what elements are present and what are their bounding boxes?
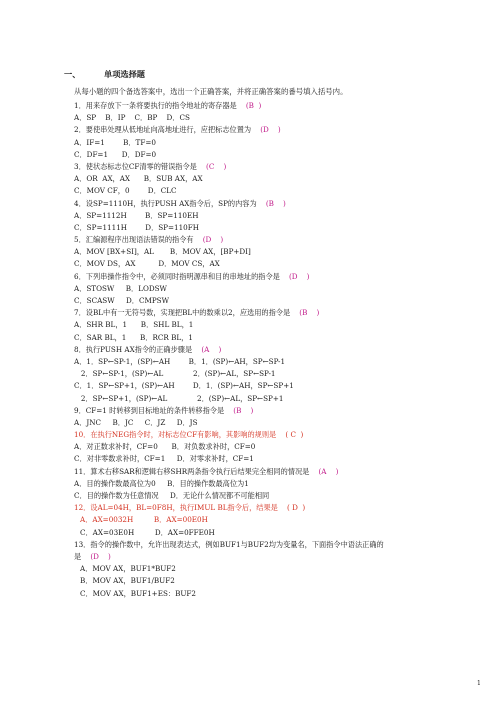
option-line (64, 149, 444, 161)
question-text: 5．汇编源程序出现语法错误的指令有 (74, 235, 194, 245)
option-line (64, 137, 444, 149)
question-line (64, 234, 444, 246)
option-text: A．SP=1112H B．SP=110EH (74, 210, 199, 220)
answer-bracket: ( C ) (285, 430, 304, 440)
answer-bracket: (C ) (206, 161, 227, 171)
option-line (64, 417, 444, 429)
option-line (64, 514, 444, 526)
question-text: 9．CF=1 时转移到目标地址的条件转移指令是 (74, 405, 225, 415)
option-text: A．JNC B．JC C．JZ D．JS (74, 417, 198, 427)
option-line (64, 527, 444, 539)
option-text: C．AX=03E0H D．AX=0FFE0H (80, 527, 215, 537)
page-number: 1 (477, 680, 481, 687)
option-text: A．IF=1 B．TF=0 (74, 137, 156, 147)
option-text: A．STOSW B．LODSW (74, 283, 167, 293)
option-line (64, 441, 444, 453)
question-text: 11．算术右移SAR和逻辑右移SHR两条指令执行后结果完全相同的情况是 (74, 466, 310, 476)
option-text: A．MOV AX，BUF1*BUF2 (80, 564, 176, 574)
question-text: 4．设SP=1110H，执行PUSH AX指令后，SP的内容为 (74, 198, 257, 208)
question-line (64, 344, 444, 356)
option-text: C．对非零数求补时，CF=1 D．对零求补时，CF=1 (74, 454, 254, 464)
question-line (64, 161, 444, 173)
option-text: C．1．SP←SP+1，(SP)←AH D．1．(SP)←AH，SP←SP+1 (74, 381, 294, 391)
option-text: A．目的操作数最高位为0 B．目的操作数最高位为1 (74, 478, 249, 488)
section-number: 一、 (64, 69, 81, 79)
answer-bracket: (A ) (201, 344, 222, 354)
question-line (64, 100, 444, 112)
question-line (64, 502, 444, 514)
instructions-text: 从每小题的四个备选答案中，选出一个正确答案，并将正确答案的番号填入括号内。 (74, 87, 348, 96)
option-text: C．SP=1111H D．SP=110FH (74, 222, 200, 232)
answer-bracket: (B ) (299, 308, 320, 318)
option-text: B．MOV AX，BUF1/BUF2 (80, 576, 175, 586)
option-line (64, 295, 444, 307)
question-line (64, 539, 444, 551)
option-text: 2．SP←SP+1，(SP)←AL 2．(SP)←AL，SP←SP+1 (74, 393, 284, 403)
option-line (64, 490, 444, 502)
option-text: A．SHR BL，1 B．SHL BL，1 (74, 320, 194, 330)
option-line (64, 210, 444, 222)
answer-bracket: (B ) (233, 405, 254, 415)
option-line (64, 283, 444, 295)
option-line (64, 246, 444, 258)
option-line (64, 356, 444, 368)
answer-bracket: (D ) (288, 271, 310, 281)
question-text: 10．在执行NEG指令时，对标志位CF有影响，其影响的规则是 (74, 430, 277, 440)
question-line (64, 124, 444, 136)
option-text: C．MOV CF，0 D．CLC (74, 186, 177, 196)
question-text: 1．用来存放下一条将要执行的指令地址的寄存器是 (74, 101, 237, 110)
option-line (64, 368, 444, 380)
question-line (64, 307, 444, 319)
question-line (64, 271, 444, 283)
option-text: A．OR AX，AX B．SUB AX，AX (74, 174, 203, 184)
question-list (64, 100, 444, 600)
option-line (64, 588, 444, 600)
option-text: A．对正数求补时，CF=0 B．对负数求补时，CF=0 (74, 442, 256, 452)
option-text: A．AX=0032H B．AX=00E0H (80, 515, 208, 525)
question-text: 2．要使串处理从低地址向高地址进行，应把标志位置为 (74, 125, 252, 135)
option-line (64, 393, 444, 405)
option-line (64, 478, 444, 490)
option-text: C．MOV AX，BUF1+ES：BUF2 (80, 588, 196, 598)
question-text: 12．设AL=04H，BL=0F8H，执行IMUL BL指令后，结果是 (74, 503, 278, 513)
option-text: C．SCASW D．CMPSW (74, 296, 169, 305)
answer-bracket: (D ) (260, 125, 281, 135)
answer-bracket: (D ) (202, 235, 224, 245)
section-title: 单项选择题 (104, 69, 145, 79)
question-line (64, 466, 444, 478)
question-line (64, 429, 444, 441)
option-line (64, 185, 444, 197)
question-text: 是 (74, 551, 82, 561)
option-line (64, 319, 444, 331)
option-text: A．SP B．IP C．BP D．CS (74, 113, 190, 123)
option-line (64, 563, 444, 575)
option-text: A．1．SP←SP-1，(SP)←AH B．1．(SP)←AH，SP←SP-1 (74, 356, 286, 366)
answer-bracket: (D ) (90, 551, 111, 561)
question-text: 13．指令的操作数中，允许出现表达式，例如BUF1与BUF2均为变量名，下面指令中语法正确的 (74, 539, 384, 549)
answer-bracket: (A ) (318, 466, 339, 476)
option-text: C．SAR BL，1 B．RCR BL，1 (74, 332, 193, 342)
option-line (64, 173, 444, 185)
option-text: C．DF=1 D．DF=0 (74, 149, 157, 159)
option-line (64, 112, 444, 124)
answer-bracket: (B ) (265, 198, 286, 208)
option-line (64, 380, 444, 392)
question-line (64, 551, 444, 563)
option-text: 2．SP←SP-1，(SP)←AL 2．(SP)←AL，SP←SP-1 (74, 369, 276, 379)
question-text: 3．使状态标志位CF清零的错误指令是 (74, 161, 197, 171)
answer-bracket: (B ) (245, 101, 262, 110)
option-line (64, 575, 444, 587)
question-text: 6．下列串操作指令中，必须同时指明源串和目的串地址的指令是 (74, 271, 280, 281)
question-line (64, 198, 444, 210)
option-line (64, 222, 444, 234)
option-text: A．MOV [BX+SI]，AL B．MOV AX，[BP+DI] (74, 247, 251, 257)
answer-bracket: ( D ) (286, 503, 306, 513)
question-line (64, 405, 444, 417)
section-heading (64, 69, 145, 80)
option-line (64, 453, 444, 465)
question-text: 8．执行PUSH AX指令的正确步骤是 (74, 344, 193, 354)
question-text: 7．设BL中有一无符号数，实现把BL中的数乘以2，应选用的指令是 (74, 308, 291, 318)
option-text: C．MOV DS，AX D．MOV CS，AX (74, 259, 220, 269)
option-text: C．目的操作数为任意情况 D．无论什么情况都不可能相同 (74, 491, 270, 500)
option-line (64, 258, 444, 270)
option-line (64, 332, 444, 344)
